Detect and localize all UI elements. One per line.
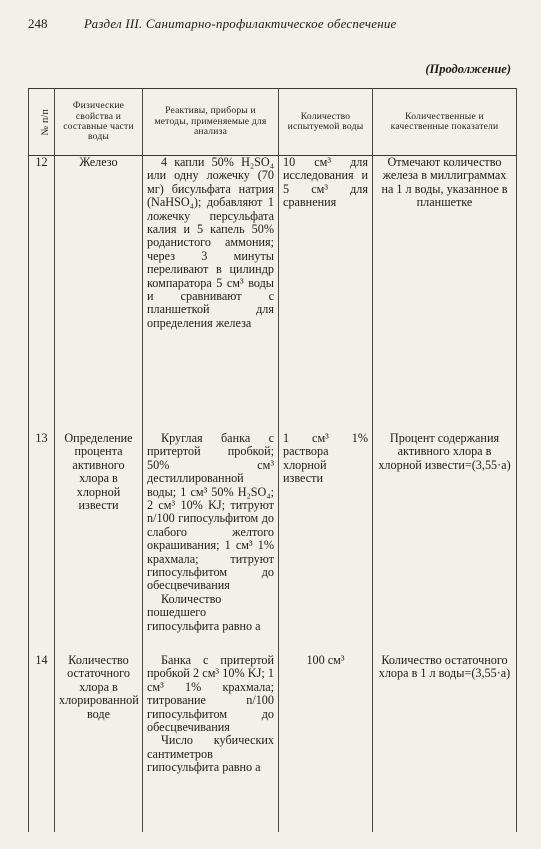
page-number: 248 [28, 16, 48, 31]
row-indicators: Процент содержания активного хлора в хлорной извести=(3,55·a) [373, 432, 517, 654]
row-reagents: Банка с притертой пробкой 2 см³ 10% KJ; 1 см³ 1% крахмала; титрование n/100 гипосульфитом до обесцвечивания Число кубических сантиметров гипосульфита равно a [143, 654, 279, 832]
row-property: Количество остаточного хлора в хлорированной воде [55, 654, 143, 832]
analysis-table [28, 88, 517, 832]
column-header-reagents: Реактивы, приборы и методы, применяемые для анализа [143, 89, 279, 156]
row-indicators: Количество остаточного хлора в 1 л воды=(3,55·a) [373, 654, 517, 832]
continuation-label: (Продолжение) [425, 62, 511, 76]
column-header-volume: Количество испытуемой воды [279, 89, 373, 156]
row-indicators: Отмечают количество железа в миллиграммах на 1 л воды, указанное в планшетке [373, 156, 517, 433]
row-property: Железо [55, 156, 143, 433]
column-header-property: Физические свойства и составные части воды [55, 89, 143, 156]
column-header-indicators: Количественные и качественные показатели [373, 89, 517, 156]
row-volume: 100 см³ [279, 654, 373, 832]
row-reagents: 4 капли 50% H₂SO₄ или одну ложечку (70 мг) бисульфата натрия (NaHSO₄); добавляют 1 ложечку персульфата калия и 5 капель 50% роданистого аммония; через 3 минуты переливают в цилиндр компаратора 5 см³ воды и сравнивают с планшеткой для определения железа [143, 156, 279, 433]
table-header-row [29, 89, 517, 156]
row-number: 13 [29, 432, 55, 654]
table-row [29, 432, 517, 654]
row-number: 12 [29, 156, 55, 433]
row-number: 14 [29, 654, 55, 832]
row-volume: 10 см³ для исследования и 5 см³ для сравнения [279, 156, 373, 433]
row-reagents-note: Число кубических сантиметров гипосульфита равно a [147, 733, 274, 775]
row-reagents: Круглая банка с притертой пробкой; 50% см³ дестиллированной воды; 1 см³ 50% H₂SO₄; 2 см³ 10% KJ; титруют n/100 гипосульфитом до слабого желтого окрашивания; 1 см³ 1% крахмала; титруют гипосульфитом до обесцвечивания Количество пошедшего гипосульфита равно a [143, 432, 279, 654]
table-row [29, 654, 517, 832]
table-row [29, 156, 517, 433]
row-reagents-note: Количество пошедшего гипосульфита равно a [147, 591, 261, 633]
row-property: Определение процента активного хлора в хлорной извести [55, 432, 143, 654]
row-volume: 1 см³ 1% раствора хлорной извести [279, 432, 373, 654]
section-title: Раздел III. Санитарно-профилактическое обеспечение [84, 16, 397, 31]
column-header-number: № п/п [29, 89, 55, 156]
